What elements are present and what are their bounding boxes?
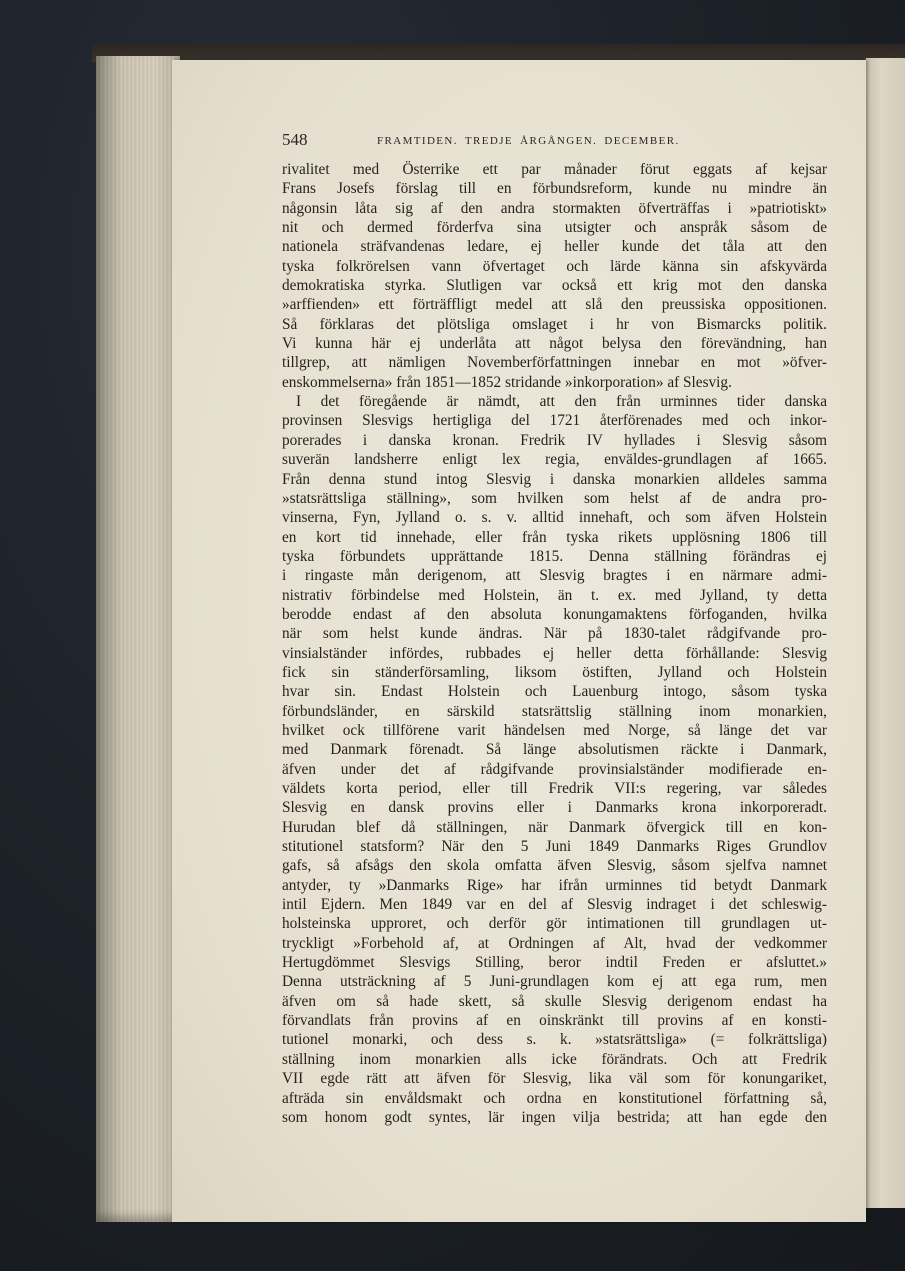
text-line: förvandlats från provins af en oinskränkt till provins af en konsti- [282, 1012, 827, 1030]
text-line: fick sin ständerförsamling, liksom östiften, Jylland och Holstein [282, 663, 827, 681]
text-line: VII egde rätt att äfven för Slesvig, lika väl som för konungariket, [282, 1070, 827, 1088]
text-line: porerades i danska kronan. Fredrik IV hyllades i Slesvig såsom [282, 431, 827, 449]
text-line: Hertugdömmet Slesvigs Stilling, beror indtil Freden er afsluttet.» [282, 954, 827, 972]
text-line: Så förklaras det plötsliga omslaget i hr von Bismarcks politik. [282, 315, 827, 333]
text-line: enskommelserna» från 1851—1852 stridande »inkorporation» af Slesvig. [282, 373, 732, 391]
text-line: tyska förbundets upprättande 1815. Denna ställning förändras ej [282, 547, 827, 565]
text-line: tryckligt »Forbehold af, at Ordningen af Alt, hvad der vedkommer [282, 934, 827, 952]
facing-page-edge [866, 58, 905, 1208]
text-line: antyder, ty »Danmarks Rige» har ifrån urminnes tid betydt Danmark [282, 876, 827, 894]
text-line: tyska folkrörelsen vann öfvertaget och lärde känna sin afskyvärda [282, 257, 827, 275]
text-line: tutionel monarki, och dess s. k. »statsrättsliga» (= folkrättsliga) [282, 1031, 827, 1049]
text-line: Vi kunna här ej underlåta att något belysa den förevändning, han [282, 335, 827, 353]
text-line: provinsen Slesvigs hertigliga del 1721 återförenades med och inkor- [282, 412, 827, 430]
text-line: nit och dermed förderfva sina utsigter och anspråk såsom de [282, 219, 827, 237]
text-line: nationela sträfvandenas ledare, ej heller kunde det tåla att den [282, 238, 827, 256]
text-line: suverän landsherre enligt lex regia, enväldes-grundlagen af 1665. [282, 451, 827, 469]
text-line: Denna utsträckning af 5 Juni-grundlagen kom ej att ega rum, men [282, 973, 827, 991]
text-line: vinserna, Fyn, Jylland o. s. v. alltid innehaft, och som äfven Holstein [282, 509, 827, 527]
text-line: med Danmark förenadt. Så länge absolutismen räckte i Danmark, [282, 741, 827, 759]
text-line: I det föregående är nämdt, att den från urminnes tider danska [296, 393, 827, 411]
text-line: »statsrättsliga ställning», som hvilken som helst af de andra pro- [282, 489, 827, 507]
text-line: demokratiska styrka. Slutligen var också ett krig mot den danska [282, 277, 827, 295]
text-line: i ringaste mån derigenom, att Slesvig bragtes i en närmare admi- [282, 567, 827, 585]
text-line: ställning inom monarkien alls icke förändrats. Och att Fredrik [282, 1050, 827, 1068]
text-line: intil Ejdern. Men 1849 var en del af Slesvig indraget i det schleswig- [282, 896, 827, 914]
text-line: afträda sin envåldsmakt och ordna en konstitutionel författning så, [282, 1089, 827, 1107]
page-header [282, 130, 827, 154]
page-stack-shadow [96, 56, 180, 1222]
text-line: någonsin låta sig af den andra stormakten öfverträffas i »patriotiskt» [282, 199, 827, 217]
text-line: tillgrep, att nämligen Novemberförfattningen innebar en mot »öfver- [282, 354, 827, 372]
text-line: hvar sin. Endast Holstein och Lauenburg intogo, såsom tyska [282, 683, 827, 701]
text-line: en kort tid innehade, eller från tyska rikets upplösning 1806 till [282, 528, 827, 546]
text-line: rivalitet med Österrike ett par månader förut eggats af kejsar [282, 161, 827, 178]
text-line: när som helst kunde ändras. När på 1830-talet rådgifvande pro- [282, 625, 827, 643]
text-line: Hurudan blef då ställningen, när Danmark öfvergick till en kon- [282, 818, 827, 836]
text-line: berodde endast af den absoluta konungamaktens förfoganden, hvilka [282, 605, 827, 623]
body-text [282, 160, 827, 1127]
text-line: Från denna stund intog Slesvig i danska monarkien alldeles samma [282, 470, 827, 488]
text-line: vinsialständer infördes, rubbades ej heller detta förhållande: Slesvig [282, 644, 827, 662]
text-line: nistrativ förbindelse med Holstein, än t. ex. med Jylland, ty detta [282, 586, 827, 604]
running-title: FRAMTIDEN. TREDJE ÅRGÅNGEN. DECEMBER. [377, 135, 680, 147]
page-number: 548 [282, 130, 308, 149]
text-line: förbundsländer, en särskild statsrättslig ställning inom monarkien, [282, 702, 827, 720]
text-line: Slesvig en dansk provins eller i Danmarks krona inkorporeradt. [282, 799, 827, 817]
text-line: Frans Josefs förslag till en förbundsreform, kunde nu mindre än [282, 180, 827, 198]
text-line: äfven om så hade skett, så skulle Slesvig derigenom endast ha [282, 992, 827, 1010]
text-line: »arffienden» ett förträffligt medel att slå den preussiska oppositionen. [282, 296, 827, 314]
text-line: holsteinska upproret, och derför gör intimationen till grundlagen ut- [282, 915, 827, 933]
text-line: väldets korta period, eller till Fredrik VII:s regering, var således [282, 780, 827, 797]
text-line: hvilket ock tillförene varit händelsen med Norge, så länge det var [282, 721, 827, 739]
text-line: gafs, så afsågs den skola omfatta äfven Slesvig, såsom sjelfva namnet [282, 857, 827, 875]
text-line: som honom godt syntes, lär ingen vilja bestrida; att han egde den [282, 1108, 827, 1126]
text-line: äfven under det af rådgifvande provinsialständer modifierade en- [282, 760, 827, 778]
text-line: stitutionel statsform? När den 5 Juni 1849 Danmarks Riges Grundlov [282, 838, 827, 856]
